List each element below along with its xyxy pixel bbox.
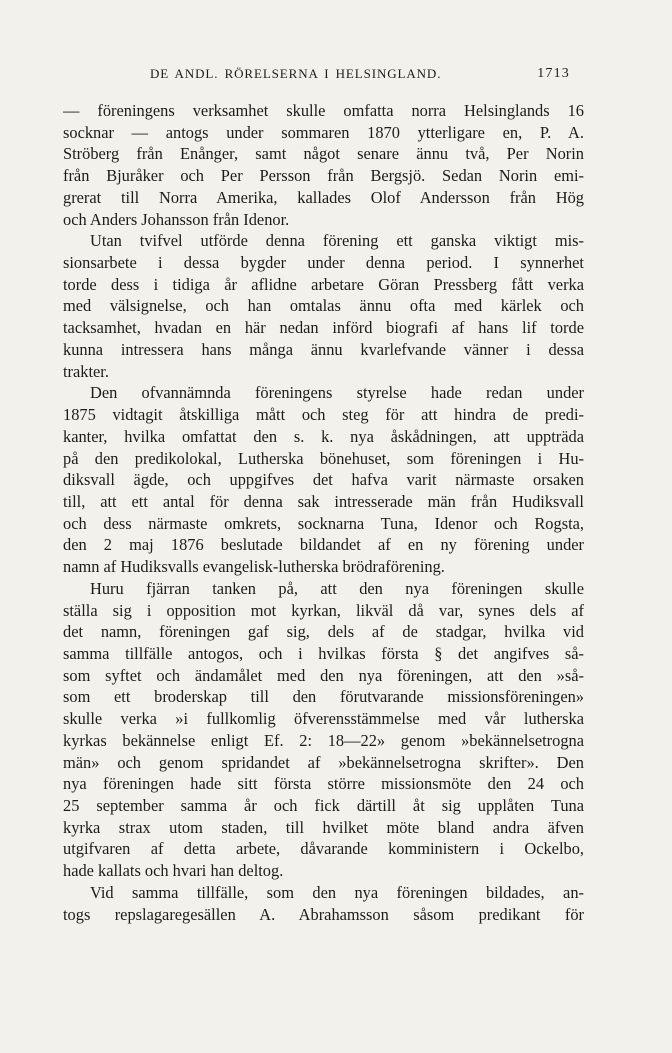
text-line: tacksamhet, hvadan en här nedan införd biografi af hans lif torde xyxy=(63,318,584,338)
body-text xyxy=(63,100,584,925)
text-line: Huru fjärran tanken på, att den nya föreningen skulle xyxy=(90,578,584,598)
text-line: — föreningens verksamhet skulle omfatta norra Helsinglands 16 xyxy=(63,101,584,120)
text-line: Ströberg från Enånger, samt något senare ännu två, Per Norin xyxy=(63,144,584,164)
text-line: socknar — antogs under sommaren 1870 ytterligare en, P. A. xyxy=(63,122,584,142)
text-line: som ett broderskap till den förutvarande missionsföreningen» xyxy=(63,687,584,707)
page-number: 1713 xyxy=(537,66,570,81)
text-line: samma tillfälle antogos, och i hvilkas första § det angifves så- xyxy=(63,643,584,663)
text-line: skulle verka »i fullkomlig öfverensstämmelse med vår lutherska xyxy=(63,709,584,729)
text-line: utgifvaren af detta arbete, dåvarande komministern i Ockelbo, xyxy=(63,839,584,859)
text-line: Utan tvifvel utförde denna förening ett ganska viktigt mis- xyxy=(90,231,584,251)
text-line: kanter, hvilka omfattat den s. k. nya åskådningen, att uppträda xyxy=(63,426,584,446)
text-line: till, att ett antal för denna sak intresserade män från Hudiksvall xyxy=(63,491,584,511)
text-line: Den ofvannämnda föreningens styrelse hade redan under xyxy=(90,383,584,403)
text-line: sionsarbete i dessa bygder under denna period. I synnerhet xyxy=(63,253,584,273)
text-line: grerat till Norra Amerika, kallades Olof Andersson från Hög xyxy=(63,187,584,207)
text-line: namn af Hudiksvalls evangelisk-lutherska brödraförening. xyxy=(63,557,445,577)
text-line: torde dess i tidiga år aflidne arbetare Göran Pressberg fått verka xyxy=(63,274,584,294)
text-line: 25 september samma år och fick därtill åt sig upplåten Tuna xyxy=(63,796,584,815)
text-line: den 2 maj 1876 beslutade bildandet af en ny förening under xyxy=(63,535,584,555)
text-line: och dess närmaste omkrets, socknarna Tuna, Idenor och Rogsta, xyxy=(63,513,584,533)
text-line: kunna intressera hans många ännu kvarlefvande vänner i dessa xyxy=(63,339,584,359)
text-line: män» och genom spridandet af »bekännelsetrogna skrifter». Den xyxy=(63,752,584,772)
text-line: 1875 vidtagit åtskilliga mått och steg för att hindra de predi- xyxy=(63,405,584,425)
text-line: nya föreningen hade sitt första större missionsmöte den 24 och xyxy=(63,774,584,794)
text-line: trakter. xyxy=(63,361,109,381)
text-line: kyrka strax utom staden, till hvilket möte bland andra äfven xyxy=(63,817,584,837)
text-line: och Anders Johansson från Idenor. xyxy=(63,209,290,229)
text-line: det namn, föreningen gaf sig, dels af de stadgar, hvilka vid xyxy=(63,622,584,642)
text-line: som syftet och ändamålet med den nya föreningen, att den »så- xyxy=(63,665,584,685)
text-line: diksvall ägde, och uppgifves det hafva varit närmaste orsaken xyxy=(63,470,584,490)
text-line: från Bjuråker och Per Persson från Bergsjö. Sedan Norin emi- xyxy=(63,166,584,186)
text-line: ställa sig i opposition mot kyrkan, likväl då var, synes dels af xyxy=(63,600,584,620)
page-header xyxy=(150,66,570,88)
text-line: Vid samma tillfälle, som den nya föreningen bildades, an- xyxy=(90,882,584,902)
running-head: DE ANDL. RÖRELSERNA I HELSINGLAND. xyxy=(150,66,442,81)
text-line: kyrkas bekännelse enligt Ef. 2: 18—22» genom »bekännelsetrogna xyxy=(63,730,584,750)
text-line: på den predikolokal, Lutherska bönehuset, som föreningen i Hu- xyxy=(63,448,584,468)
text-line: hade kallats och hvari han deltog. xyxy=(63,861,284,881)
text-line: togs repslagaregesällen A. Abrahamsson såsom predikant för xyxy=(63,904,584,924)
text-line: med välsignelse, och han omtalas ännu ofta med kärlek och xyxy=(63,296,584,316)
